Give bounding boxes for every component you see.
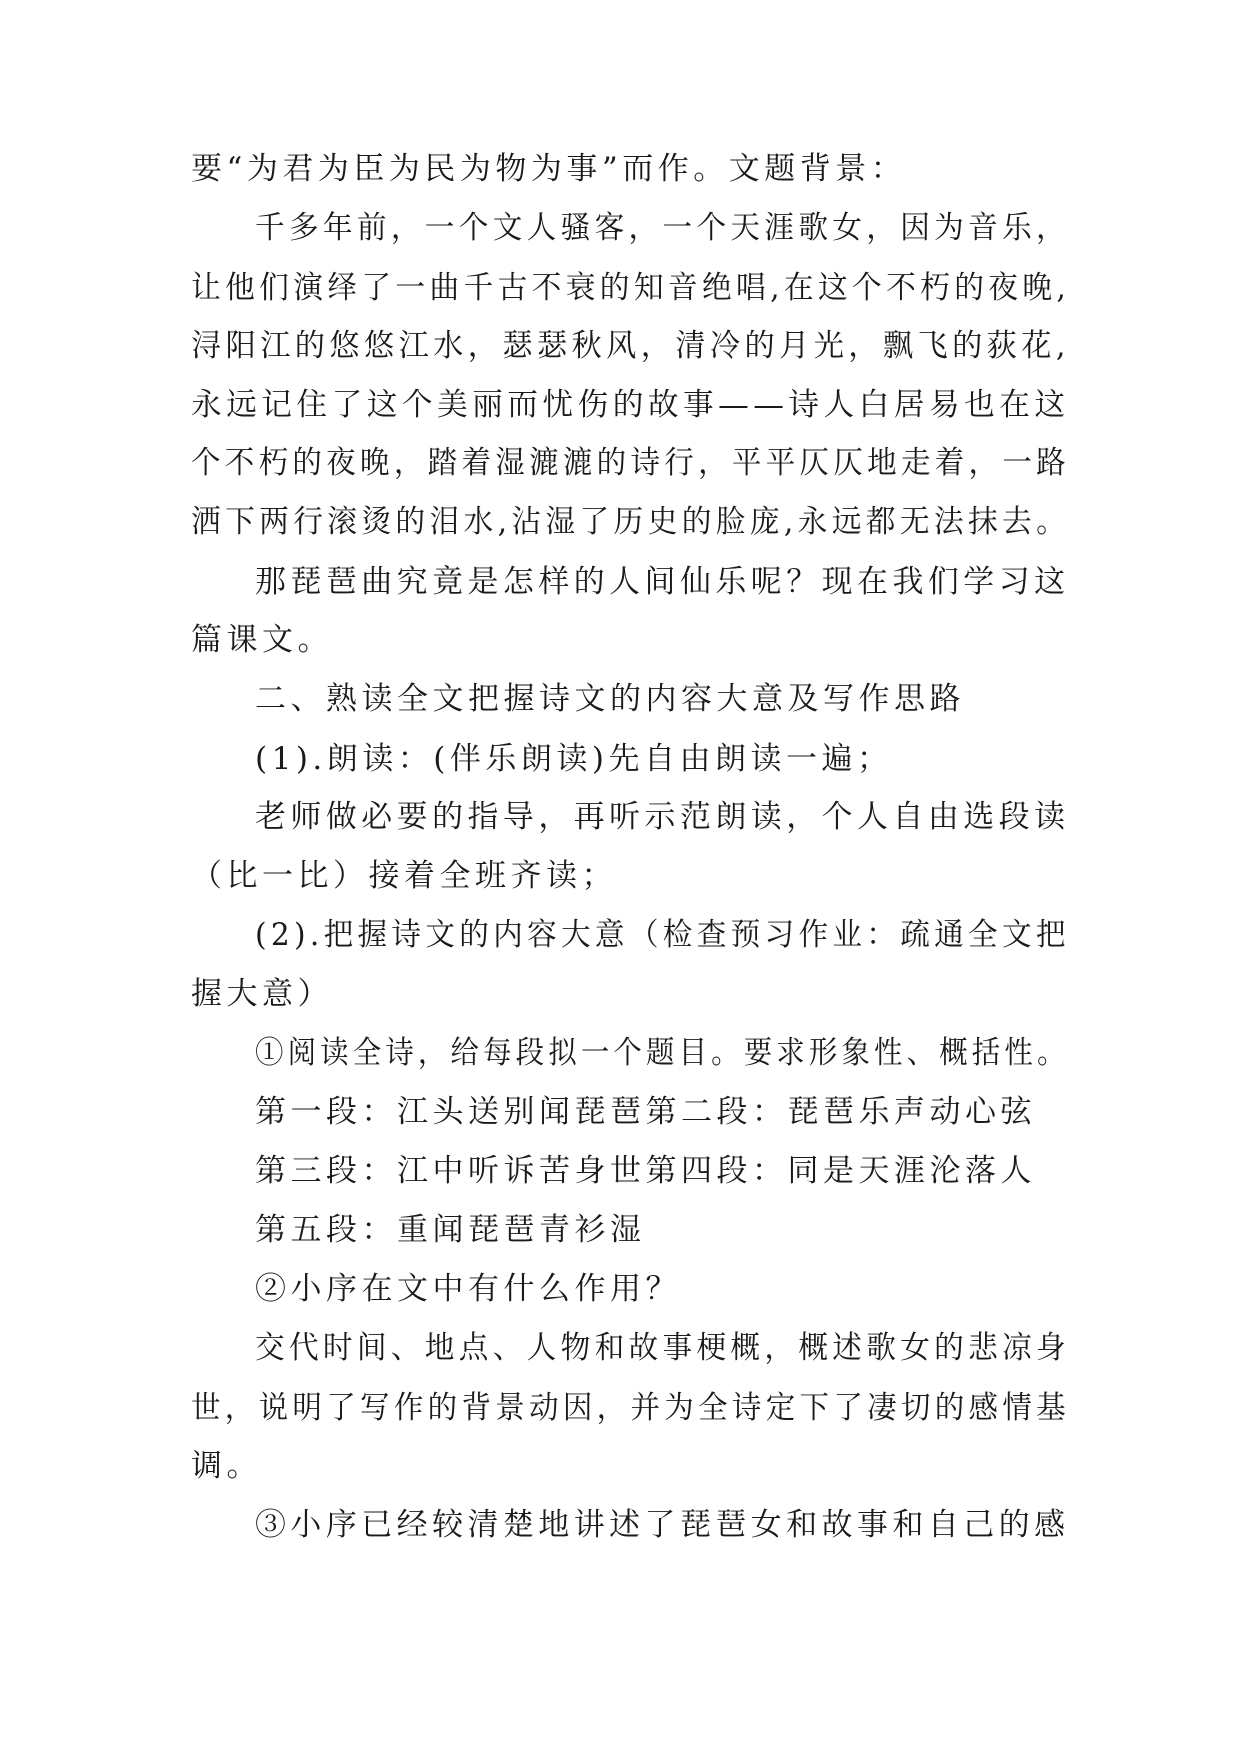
text-line-24: ③小序已经较清楚地讲述了琵琶女和故事和自己的感 [255, 1507, 1070, 1543]
text-line-21: 交代时间、地点、人物和故事梗概，概述歌女的悲凉身 [255, 1330, 1071, 1366]
text-line-12: 老师做必要的指导，再听示范朗读，个人自由选段读 [255, 799, 1070, 835]
text-line-16: ①阅读全诗，给每段拟一个题目。要求形象性、概括性。 [255, 1035, 1070, 1071]
text-line-17: 第一段：江头送别闻琵琶第二段：琵琶乐声动心弦 [255, 1094, 1036, 1130]
text-line-9: 篇课文。 [191, 622, 333, 658]
text-line-20: ②小序在文中有什么作用？ [255, 1271, 681, 1307]
text-line-11: (1).朗读：(伴乐朗读)先自由朗读一遍； [255, 741, 893, 777]
text-line-23: 调。 [191, 1448, 262, 1484]
text-line-8: 那琵琶曲究竟是怎样的人间仙乐呢？现在我们学习这 [255, 564, 1070, 600]
text-line-6: 个不朽的夜晚，踏着湿漉漉的诗行，平平仄仄地走着，一路 [191, 445, 1070, 481]
section-heading: 二、熟读全文把握诗文的内容大意及写作思路 [255, 681, 965, 717]
text-line-1: 要“为君为臣为民为物为事”而作。文题背景： [191, 151, 907, 187]
text-line-13: （比一比）接着全班齐读； [191, 858, 617, 894]
text-line-19: 第五段：重闻琵琶青衫湿 [255, 1212, 646, 1248]
text-line-18: 第三段：江中听诉苦身世第四段：同是天涯沦落人 [255, 1153, 1036, 1189]
text-line-7: 洒下两行滚烫的泪水,沾湿了历史的脸庞,永远都无法抹去。 [191, 504, 1071, 540]
text-line-14: (2).把握诗文的内容大意（检查预习作业：疏通全文把 [255, 917, 1070, 953]
text-line-2: 千多年前，一个文人骚客，一个天涯歌女，因为音乐， [255, 210, 1071, 246]
text-line-15: 握大意） [191, 976, 333, 1012]
text-line-22: 世，说明了写作的背景动因，并为全诗定下了凄切的感情基 [191, 1390, 1070, 1426]
text-line-5: 永远记住了这个美丽而忧伤的故事——诗人白居易也在这 [191, 387, 1070, 423]
text-line-3: 让他们演绎了一曲千古不衰的知音绝唱,在这个不朽的夜晚, [191, 270, 1071, 306]
text-line-4: 浔阳江的悠悠江水，瑟瑟秋风，清冷的月光，飘飞的荻花, [191, 328, 1070, 364]
